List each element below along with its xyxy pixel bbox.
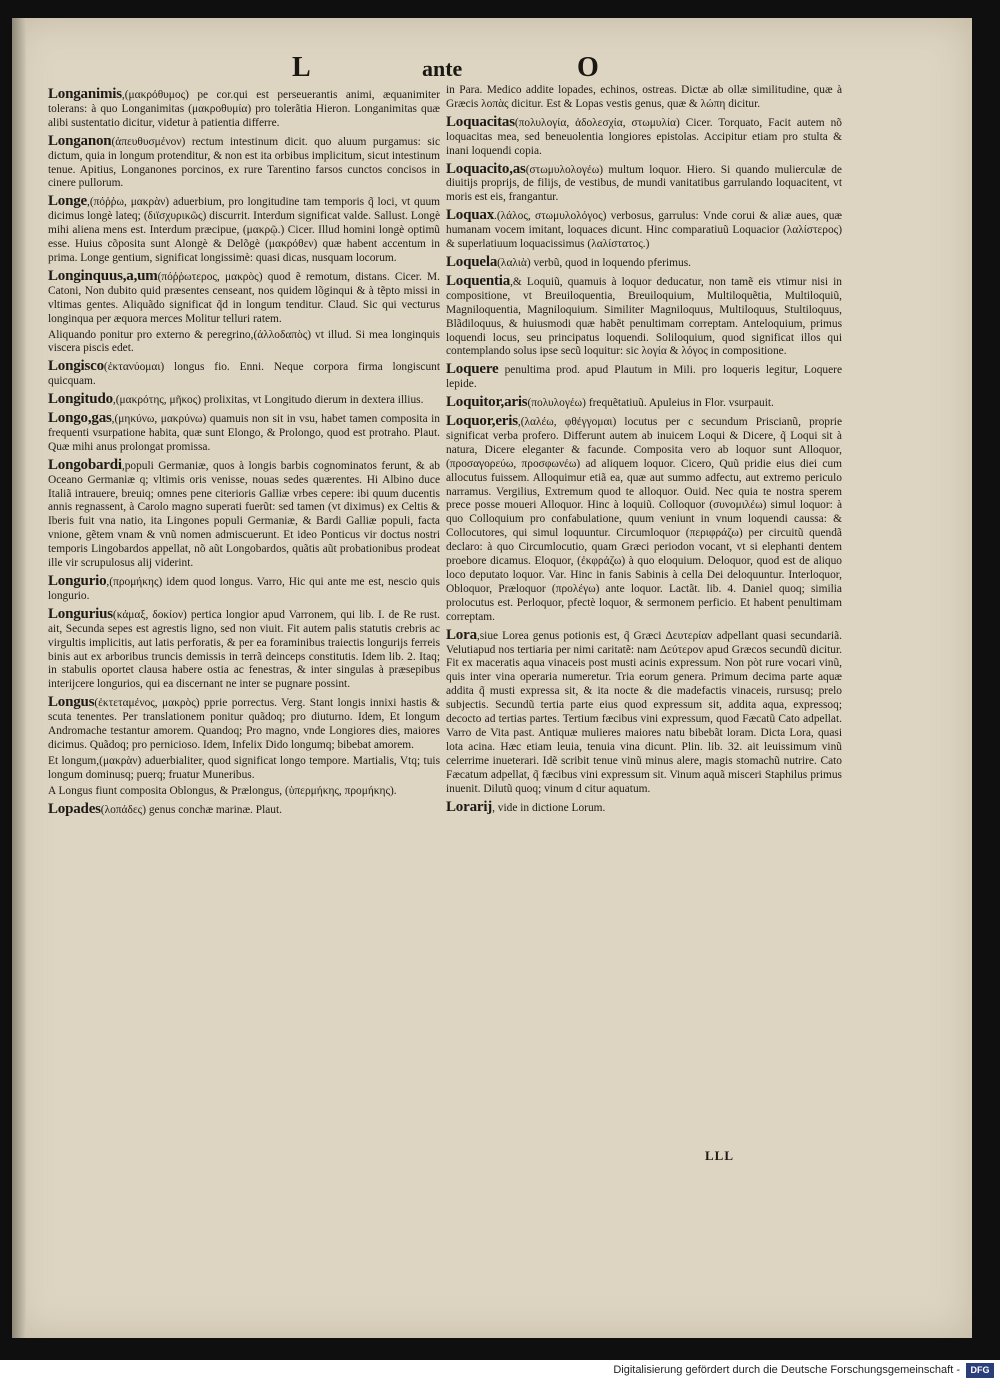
entry-headword: Longurius [48, 605, 113, 622]
dictionary-entry [48, 456, 440, 571]
entry-text: penultima prod. apud Plautum in Mili. pro loqueris legitur, Loquere lepide. [446, 364, 842, 391]
entry-text: ,(λαλέω, φθέγγομαι) locutus per c secundum Priscianũ, proprie significat verba profero. Differunt autem ab inuicem Loqui & Dicere, q̃ Loqui sit à natura, Dicere eleganter & facunde. Composita vero ab loquor sunt Alloquor, (προσαγορεύω, προσφωνέω) ad aliquem loquor. Cicero, Quũ pridie eius diei cum allocutus fuissem. Alloquimur etiã ea, quæ aut summo adfectu, aut extremo periculo narramus. Vergilius, Extremum quod te alloquor. Ouid. Nec quia te nostra sperem prece posse moueri Alloquor. Hinc à loquiũ. Colloquor (συνομιλέω) simul loquor: à quo Colloquium pro confabulatione, quum veniunt in vnum loquendi caussa: & Collocutores, qui simul loquuntur. Circumloquor (περιφράζω) per circuitũ quendã declaro: à quo Circumlocutio, quam Græci periodon vocant, vt si elephanti dentem proebore dicamus. Eloquor, (ἐκφράζω) à quo eloquium. Deloquor, quod est de aliquo loco deputato loquor. Var. Hinc in fanis Sabinis à cella Dei deloquuntur. Interloquor, Obloquor, Præloquor (προλέγω) ante loquor. Lactãt. lib. 4. Daniel quoq; similia prolocutus est. Perloquor, pfectè loquor, & sermonem perficio. Et habent penultimam correptam. [446, 416, 842, 623]
dictionary-entry [48, 393, 440, 408]
entry-headword: Loquacito,as [446, 160, 526, 177]
entry-text: in Para. Medico addite lopades, echinos, ostreas. Dictæ ab ollæ similitudine, quæ à Græcis λοπὰς dicitur. Est & Lopas vestis genus, quæ & λώπη dicitur. [446, 84, 842, 110]
dictionary-entry [48, 785, 440, 799]
entry-text: , vide in dictione Lorum. [492, 801, 606, 814]
dictionary-entry [446, 626, 842, 797]
entry-text: ,(μακρόθυμος) pe cor.qui est perseuerantis animi, æquanimiter tolerans: à quo Longanimitas (μακροθυμία) pro tolerãtia Hieron. Longanimitas quæ alibi sustentatio dicitur, videtur à patientia differre. [48, 89, 440, 129]
entry-text: (ἐκτανύομαι) longus fio. Enni. Neque corpora firma longiscunt quicquam. [48, 361, 440, 388]
entry-text: ,& Loquiũ, quamuis à loquor deducatur, non tamẽ eis vtimur nisi in compositione, vt Breuiloquentia, Breuiloquium, Multiloquẽtia, Multiloquiũ, Magniloquentia, Magniloquium. Similiter Magniloquus, Multiloquus, Stultiloquus, Blãdiloquus, & huiusmodi quæ habẽt penultimam correptam. Anteloquium, primus loquendi locus, seu principatus loquendi. Soliloquium, quod significat illos qui contemplando solus ipse secũ loquitur: sic λογία & λόγος in compositione. [446, 275, 842, 358]
dictionary-entry [48, 605, 440, 692]
header-left-letter: L [292, 52, 311, 83]
dfg-logo: DFG [966, 1363, 994, 1378]
entry-headword: Longus [48, 694, 95, 711]
book-page [12, 18, 972, 1338]
entry-text: (πολυλογέω) frequẽtatiuũ. Apuleius in Flor. vsurpauit. [527, 397, 774, 410]
dictionary-entry [48, 132, 440, 192]
entry-text: (πόῤῥωτερος, μακρὸς) quod ẽ remotum, distans. Cicer. M. Catoni, Non dubito quid præsentes censeant, nos quidem lõginqui & à tẽpto missi in vltimas gentes. Aliquãdo significat q̃d in longum tenditur. Claud. Sic qui vecturus longinqua per æquora merces Molitur telluri ratem. [48, 270, 440, 325]
dictionary-entry [48, 329, 440, 357]
entry-headword: Lorarij [446, 798, 493, 815]
dictionary-entry [48, 755, 440, 783]
dictionary-entry [446, 113, 842, 159]
dictionary-entry [446, 209, 842, 252]
dictionary-entry [48, 88, 440, 131]
entry-headword: Loquela [446, 253, 498, 270]
entry-headword: Longobardi [48, 456, 122, 473]
entry-text: (λαλιὰ) verbũ, quod in loquendo pferimus. [497, 256, 692, 269]
entry-headword: Lora [446, 626, 477, 643]
entry-text: ,(προμήκης) idem quod longus. Varro, Hic qui ante me est, nescio quis longurio. [48, 576, 440, 602]
entry-text: (κάμαξ, δοκίον) pertica longior apud Varronem, qui lib. I. de Re rust. ait, Secunda sepes est agrestis ligno, sed non viuit. Fit autem palis statutis crebris ac virgultis implicitis, aut latis perforatis, & per ea foraminibus traiectis longurijs ferreis binis aut ex arboribus truncis demissis in terrã deinceps constitutis. Idem lib. 2. Itaq; in stabulis oportet clausa habere ostia ac fenestras, & inter singulas à præsepibus interijcere longurios, qui ea discernant ne inter se pugnare possint. [48, 608, 440, 691]
dictionary-entry [446, 253, 842, 271]
entry-text: Aliquando ponitur pro externo & peregrino,(ἀλλοδαπὸς) vt illud. Si mea longinquis viscera piscis edet. [48, 328, 440, 355]
dictionary-entry [446, 363, 842, 392]
right-column [446, 84, 842, 817]
entry-text: (στωμυλολογέω) multum loquor. Hiero. Si quando mulierculæ de diuitijs proprijs, de filijs, de vestibus, de mundi vanitatibus garrulando loquacitent, vt moris est eis, frangantur. [446, 163, 842, 204]
header-right-letter: O [577, 52, 599, 83]
entry-headword: Loquere [446, 361, 499, 378]
dictionary-entry [446, 396, 842, 411]
entry-text: (λοπάδες) genus conchæ marinæ. Plaut. [100, 803, 283, 816]
entry-headword: Longanon [48, 132, 112, 149]
dictionary-entry [446, 84, 842, 112]
entry-text: ,siue Lorea genus potionis est, q̃ Græci Δευτερίαν adpellant quasi secundariã. Velutiapud nos tertiaria per nimi caritatẽ: nam Δεύτερον apud Græcos secundũ dicitur. Fit ex maceratis aqua vinaceis post musti acinis expressum. Non pòt rure vocari vinũ, quis inter vina operaria numeretur. Tria eorum genera. Primum decima parte aquæ addita q̃ musti expressa sit, & ita nocte & die madefactis vinaceis, rursusq; prelo subjectis. Secundũ tertia parte eius quod expressum sit, addita aqua, expressoq; decocto ad tertias partes. Tertium fæcibus vini expressum, quod Fæcatũ Cato adpellat. Varro de Vita past. Antiquæ mulieres maiores natu bibebãt loram. Dicta Lora, quasi lota acina. Hæc etiam leuia, tenuia vina dicunt. Plin. lib. 32. ait leuissimum vinũ celerrime inueterari. Idẽ scribit tenue vinũ minus alere, magis stomachũ nutrire. Cato Fæcatum adpellat, q̃ fæcibus vini expressum sit. Vinum aquã misceri Staphilus primus inuenit. Dilutũ quoq; vinum d citur aquatum. [446, 629, 842, 795]
entry-headword: Longe [48, 193, 88, 210]
entry-text: (ἀπευθυσμένον) rectum intestinum dicit. quo aluum purgamus: sic dictum, quia in longum protenditur, & non est ita orbibus implicitum, sicut intestinum tenue. Apitius, Longanones porcinos, ex rure Tarentino farsos cunctos concisos in cinere pullorum. [48, 135, 440, 190]
header-middle-word: ante [422, 56, 463, 81]
dictionary-entry [446, 160, 842, 206]
entry-headword: Loquitor,aris [446, 394, 528, 411]
entry-text: ,(πόῤῥω, μακρὰν) aduerbium, pro longitudine tam temporis q̃ loci, vt quum dicimus longè lateq; (διϊσχυρικῶς) discurrit. Interdum significat valde. Sallust. Longè mihi aliena mens est. Interdum præcipue, (μακρῷ.) Cicer. Illud homini longè optimũ esse. Huius cõposita sunt Alongè & Delõgè (μακρόθεν) quæ habent accentum in prima. Longe gentium, significat longissimè: quasi dicas, nusquam locorum. [48, 196, 440, 264]
entry-headword: Longitudo [48, 391, 113, 408]
entry-headword: Loquor,eris [446, 413, 518, 430]
dictionary-entry [48, 696, 440, 753]
entry-text: A Longus fiunt composita Oblongus, & Prælongus, (ὑπερμήκης, προμήκης). [48, 784, 397, 797]
entry-headword: Longurio [48, 573, 107, 589]
entry-text: (ἐκτεταμένος, μακρὸς) pprie porrectus. Verg. Stant longis innixi hastis & scuta tenentes. Per translationem ponitur quãdoq; pro diuturno. Idem, Et longum Andromache testantur amorem. Quandoq; Pro magno, vnde Longiores dies, maiores dicimus. Quãdoq; pro pernicioso. Idem, Infelix Dido longumq; bibebat amorem. [48, 697, 440, 751]
dictionary-entry [48, 575, 440, 604]
entry-text: ,(μηκύνω, μακρύνω) quamuis non sit in vsu, habet tamen composita in frequenti vsurpatione habita, quæ sunt Elongo, & Prolongo, quod est protraho. Plaut. Quæ mihi anus prolongat promissa. [48, 413, 440, 453]
dictionary-entry [446, 798, 842, 816]
entry-headword: Longinquus,a,um [48, 267, 158, 284]
dictionary-entry [48, 412, 440, 455]
entry-text: ,(μακρότης, μῆκος) prolixitas, vt Longitudo dierum in dextera illius. [112, 394, 424, 407]
entry-text: (πολυλογία, ἀδολεσχία, στωμυλία) Cicer. Torquato, Facit autem nõ loquacitas mea, sed beneuolentia longiores epistolas. Accipitur etiam pro stulta & inani loquendi copia. [446, 116, 842, 157]
dictionary-entry [446, 415, 842, 625]
footer-bar [0, 1360, 1000, 1382]
entry-headword: Longisco [48, 358, 104, 375]
signature-mark: LLL [705, 1148, 735, 1163]
entry-headword: Longanimis [48, 86, 122, 102]
entry-headword: Loquentia [446, 272, 511, 289]
entry-headword: Lopades [48, 800, 101, 817]
left-column [48, 84, 440, 820]
entry-headword: Longo,gas [48, 410, 112, 427]
footer-credit: Digitalisierung gefördert durch die Deutsche Forschungsgemeinschaft - [613, 1364, 960, 1376]
dictionary-entry [48, 360, 440, 389]
entry-text: ,populi Germaniæ, quos à longis barbis cognominatos ferunt, & ab Oceano Germaniæ q; vltimis oris venisse, nouas sedes quærentes. Hi Albino duce Italiã intrauere, breuiq; omnes pene citerioris Galliæ vrbes cepere: ibi quum ducentis annis regnassent, à Carolo magno superati fuerũt: sed tamen (vt diximus) ex Celtis & Iberis fuit vna natio, ita Lingones populi Germaniæ, & Bardi Galliæ populi, facta vnione, gẽtem vnam & vnũ nomen admiscuerunt. Et ideo Ponticus vir doctus nostri temporis Lingobardos appellat, nõ aũt Longobardos, quãtis aũt probationibus prodeat ille vir scrupulosus alij viderint. [48, 459, 440, 570]
dictionary-entry [446, 272, 842, 359]
page-binding-edge [12, 18, 26, 1338]
entry-text: Et longum,(μακρὰν) aduerbialiter, quod significat longo tempore. Martialis, Vtq; tuis longum dominusq; puerq; fruatur Muneribus. [48, 754, 440, 781]
entry-headword: Loquax [446, 207, 494, 224]
entry-text: .(λάλος, στωμυλολόγος) verbosus, garrulus: Vnde corui & aliæ aues, quæ humanam vocem imitant, loquaces dicunt. Hinc comparatiuũ Loquacior (λαλίστερος) & superlatiuum loquacissimus (λαλίστατος.) [446, 210, 842, 251]
dictionary-entry [48, 267, 440, 327]
entry-headword: Loquacitas [446, 113, 515, 130]
dictionary-entry [48, 800, 440, 818]
dictionary-entry [48, 195, 440, 266]
